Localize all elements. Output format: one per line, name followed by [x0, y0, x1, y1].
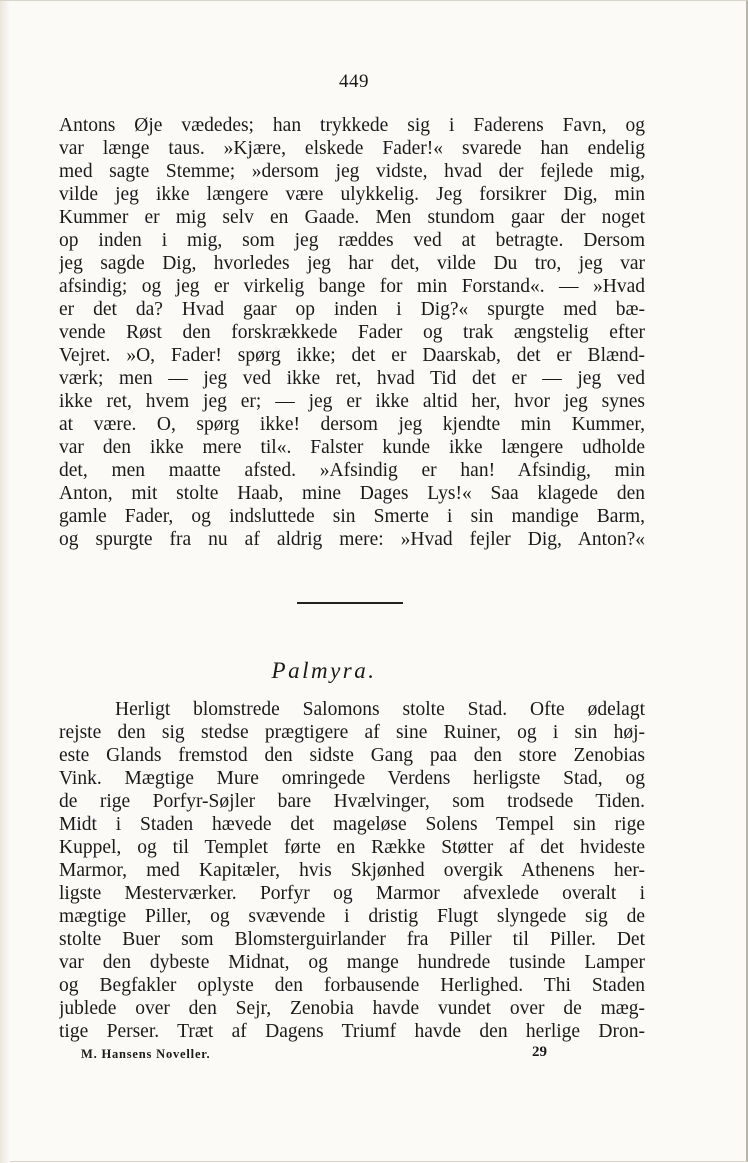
text-line: ligste Mesterværker. Porfyr og Marmor afvexlede overalt i	[59, 883, 645, 904]
text-line: var længe taus. »Kjære, elskede Fader!« svarede han endelig	[59, 138, 645, 159]
page-edge-shadow	[0, 1, 10, 1163]
text-line: Herligt blomstrede Salomons stolte Stad. Ofte ødelagt	[115, 699, 645, 720]
text-line: vende Røst den forskrækkede Fader og trak ængstelig efter	[59, 322, 645, 343]
text-line: var den dybeste Midnat, og mange hundrede tusinde Lamper	[59, 952, 645, 973]
text-line: tige Perser. Træt af Dagens Triumf havde den herlige Dron-	[59, 1021, 645, 1042]
text-line: op inden i mig, som jeg ræddes ved at betragte. Dersom	[59, 230, 645, 251]
text-line: var den ikke mere til«. Falster kunde ikke længere udholde	[59, 437, 645, 458]
text-line: Marmor, med Kapitæler, hvis Skjønhed overgik Athenens her-	[59, 860, 645, 881]
text-line: gamle Fader, og indsluttede sin Smerte i sin mandige Barm,	[59, 506, 645, 527]
text-line: Anton, mit stolte Haab, mine Dages Lys!« Saa klagede den	[59, 483, 645, 504]
footer-sheet-number: 29	[532, 1044, 547, 1060]
page-number: 449	[339, 71, 369, 92]
text-line: stolte Buer som Blomsterguirlander fra Piller til Piller. Det	[59, 929, 645, 950]
text-line: mægtige Piller, og svævende i dristig Flugt slyngede sig de	[59, 906, 645, 927]
text-line: værk; men — jeg ved ikke ret, hvad Tid det er — jeg ved	[59, 368, 645, 389]
text-line: med sagte Stemme; »dersom jeg vidste, hvad der fejlede mig,	[59, 161, 645, 182]
text-line: rejste den sig stedse prægtigere af sine Ruiner, og i sin høj-	[59, 722, 645, 743]
text-line: at være. O, spørg ikke! dersom jeg kjendte min Kummer,	[59, 414, 645, 435]
section-title: Palmyra.	[271, 658, 377, 683]
text-line: afsindig; og jeg er virkelig bange for min Forstand«. — »Hvad	[59, 276, 645, 297]
text-line: Kuppel, og til Templet førte en Række Støtter af det hvideste	[59, 837, 645, 858]
text-line: er det da? Hvad gaar op inden i Dig?« spurgte med bæ-	[59, 299, 645, 320]
text-line: ikke ret, hvem jeg er; — jeg er ikke altid her, hvor jeg synes	[59, 391, 645, 412]
section-divider-rule	[297, 602, 403, 604]
text-line: Midt i Staden hævede det mageløse Solens Tempel sin rige	[59, 814, 645, 835]
text-line: jeg sagde Dig, hvorledes jeg har det, vilde Du tro, jeg var	[59, 253, 645, 274]
text-line: de rige Porfyr-Søjler bare Hvælvinger, som trodsede Tiden.	[59, 791, 645, 812]
text-line: Vink. Mægtige Mure omringede Verdens herligste Stad, og	[59, 768, 645, 789]
text-line: og Begfakler oplyste den forbausende Herlighed. Thi Staden	[59, 975, 645, 996]
text-line: este Glands fremstod den sidste Gang paa den store Zenobias	[59, 745, 645, 766]
footer-signature: M. Hansens Noveller.	[81, 1047, 211, 1061]
text-line: Kummer er mig selv en Gaade. Men stundom gaar der noget	[59, 207, 645, 228]
paragraph-antons	[59, 114, 645, 551]
text-line: Antons Øje vædedes; han trykkede sig i Faderens Favn, og	[59, 115, 645, 136]
text-line: jublede over den Sejr, Zenobia havde vundet over de mæg-	[59, 998, 645, 1019]
text-line: og spurgte fra nu af aldrig mere: »Hvad fejler Dig, Anton?«	[59, 529, 645, 550]
text-line: Vejret. »O, Fader! spørg ikke; det er Daarskab, det er Blænd-	[59, 345, 645, 366]
paragraph-palmyra	[59, 698, 645, 1043]
text-line: vilde jeg ikke længere være ulykkelig. Jeg forsikrer Dig, min	[59, 184, 645, 205]
text-line: det, men maatte afsted. »Afsindig er han! Afsindig, min	[59, 460, 645, 481]
